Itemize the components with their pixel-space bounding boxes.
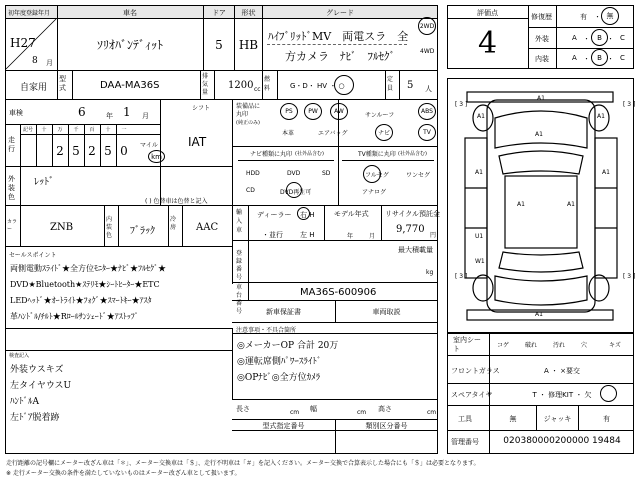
car-name: ｿﾘｵﾊﾞﾝﾃﾞｨｯﾄ [96, 38, 163, 52]
spare-tire-value: T ・ 修理KIT ・ 欠 [532, 391, 592, 399]
drive-2wd-circled: 2WD [418, 17, 436, 35]
management-number: 020380000200000 19484 [503, 436, 621, 446]
reg-era-year: H27 [10, 36, 36, 50]
reg-date-label: 初年度登録年月 [8, 10, 51, 17]
mileage-digit-header: 十 [41, 127, 47, 133]
exterior-color: ﾚｯﾄﾞ [34, 177, 54, 188]
exterior-sep: ・ [583, 35, 590, 43]
capacity-unit: 人 [425, 85, 432, 93]
type-approval-label: 型式指定番号 [262, 422, 305, 430]
max-load-label: 最大積載量 [398, 246, 433, 254]
tv-label: TV種類に丸印 [358, 151, 396, 158]
grade-label: グレード [326, 9, 354, 17]
notes-label: 注意事項・不具合箇所 [236, 327, 297, 334]
displacement-label: 排気量 [202, 73, 209, 96]
damage-mark: A1 [477, 113, 485, 120]
tools-value: 無 [509, 415, 517, 423]
fuel-hv-circle [334, 75, 354, 95]
tv-item: フルセグ [365, 172, 389, 179]
max-load-unit: kg [426, 269, 434, 276]
mileage-digit-header: 万 [57, 127, 63, 133]
recycle-label: リサイクル預託金 [385, 210, 441, 218]
length-unit: cm [290, 409, 300, 416]
left-hand: 左 H [300, 231, 315, 239]
trunk-panel [495, 276, 587, 305]
exterior-option: C [620, 34, 625, 42]
seat-item: キズ [609, 342, 621, 349]
tv-note: (社外品含む) [398, 151, 427, 157]
rear-glass [499, 252, 583, 272]
inspector-label: 検査記入 [9, 353, 30, 359]
reg-number-label: 登録番号 [236, 250, 243, 281]
evaluation-score: 4 [477, 26, 498, 61]
equipment-item-circled: ABS [418, 103, 436, 120]
sales-point-line: LEDﾍｯﾄﾞ★ｵｰﾄﾗｲﾄ★ﾌｫｸﾞ★ｽﾏｰﾄｷｰ★ｱｽﾀ [10, 296, 152, 305]
capacity-label: 定員 [387, 76, 394, 92]
mileage-digit-header: 千 [73, 127, 79, 133]
mileage-divider [36, 124, 37, 166]
interior_grade-option: C [620, 54, 625, 62]
chassis-label: 車台番号 [236, 284, 243, 315]
management-label: 管理番号 [451, 438, 479, 446]
evaluation-label: 評価点 [477, 9, 498, 17]
damage-mark: A1 [535, 131, 543, 138]
body-shape: HB [238, 38, 259, 52]
damage-mark: A1 [475, 169, 483, 176]
sales-point-line: 両側電動ｽﾗｲﾄﾞ★全方位ﾓﾆﾀｰ★ﾅﾋﾞ★ﾌﾙｾｸﾞ★ [10, 264, 166, 273]
mileage-digit: 5 [104, 144, 112, 158]
interior_grade-sep: ・ [607, 55, 614, 63]
damage-mark: A1 [602, 169, 610, 176]
damage-mark: A1 [597, 113, 605, 120]
equipment-item: エアバッグ [318, 130, 348, 137]
note-line: ◎運転席側ﾊﾟﾜｰｽﾗｲﾄﾞ [237, 357, 322, 367]
shift-value: IAT [188, 135, 207, 149]
equipment-item: 本革 [282, 130, 295, 137]
category-label: 類別区分番号 [365, 422, 408, 430]
equipment-item-circled: TV [418, 124, 436, 141]
model-label: 型式 [59, 75, 66, 92]
inspector-note-line: 左タイヤウスU [10, 381, 72, 391]
model-month-unit: 月 [369, 233, 376, 240]
shift-label: シフト [192, 105, 211, 112]
interior-seat-label: 室内シート [453, 336, 481, 353]
recycle-unit: 円 [430, 232, 437, 239]
ac-label: 冷房 [170, 216, 177, 231]
tv-item: ワンセグ [406, 172, 431, 179]
seat-item: 破れ [525, 342, 538, 349]
width-unit: cm [357, 409, 367, 416]
car-outline [447, 78, 634, 333]
seat-item: コゲ [497, 342, 510, 349]
equipment-item-circled: AW [330, 103, 348, 120]
color-code-label: カラー [7, 219, 18, 232]
parallel: ・並行 [262, 231, 283, 239]
new-car-warranty: 新車保証書 [266, 308, 301, 316]
reg-month: 8 [32, 56, 38, 66]
interior_grade-sep: ・ [583, 55, 590, 63]
left-side-panel [465, 138, 487, 278]
length-label: 長さ [236, 405, 250, 413]
exterior-option-selected: B [591, 29, 608, 46]
bracket-mark: [ 3 ] [455, 273, 468, 280]
note-line: ◎OPﾅﾋﾞ◎全方位ｶﾒﾗ [237, 373, 321, 383]
wheel [473, 275, 493, 301]
mileage-digit-header: 十 [105, 127, 111, 133]
mileage-digit: 2 [56, 144, 64, 158]
import-label: 輸入車 [236, 209, 243, 234]
exterior-option: A [572, 34, 577, 42]
jack-value: 有 [603, 415, 610, 423]
interior_grade-option: A [572, 54, 577, 62]
right-side-panel [595, 138, 617, 278]
drive-4wd: 4WD [420, 48, 435, 55]
bracket-mark: [ 3 ] [623, 101, 636, 108]
usage: 自家用 [20, 83, 48, 93]
inspection-month: 1 [123, 105, 131, 119]
damage-mark: U1 [475, 233, 484, 240]
repair-sep: ・ [594, 13, 601, 21]
inspector-note-line: 外装ウスキズ [10, 365, 64, 375]
repair-yes: 有 [580, 13, 587, 21]
color-label: 外装色 [8, 175, 15, 201]
footer-note-1: 走行距離の記号欄にメーター改ざん車は「＊」、メーター交換車は「＄」、走行不明車は「＃」を記入ください。メーター交換で合算表示した場合にも「＄」は必要となります。 [6, 460, 480, 467]
navi-label: ナビ種類に丸印 [250, 151, 293, 158]
width-label: 幅 [310, 405, 317, 413]
damage-mark: A1 [537, 95, 545, 102]
grade-line-2: 方カメラ ﾅﾋﾞ ﾌﾙｾｸﾞ [285, 50, 395, 63]
displacement: 1200 [228, 80, 254, 91]
height-unit: cm [427, 409, 437, 416]
damage-mark: A1 [567, 201, 575, 208]
capacity: 5 [407, 80, 414, 91]
right-hand: 右 H [300, 211, 315, 219]
damage-mark: W1 [475, 258, 485, 265]
sales-points-label: セールスポイント [9, 252, 57, 259]
km-unit-circled: km [148, 150, 165, 163]
front-glass-label: フロントガラス [451, 367, 500, 375]
equipment-item-circled: ナビ [375, 124, 393, 141]
reg-month-unit: 月 [46, 59, 53, 67]
mileage-digit-header: 一 [121, 127, 127, 133]
model-year-label: モデル年式 [334, 210, 369, 218]
equipment-label: 装備品に丸印 [236, 103, 261, 118]
navi-item: CD [246, 187, 255, 194]
inspection-year: 6 [78, 105, 86, 119]
sales-point-line: 革ﾊﾝﾄﾞﾙ/ﾁﾙﾄ★Rﾛｰﾙｻﾝｼｪｰﾄﾞ★ｱｽﾄｯﾌﾟ [10, 312, 139, 321]
interior_grade-option-selected: B [591, 49, 608, 66]
roof-panel [505, 176, 577, 248]
inspection-label: 車検 [9, 109, 23, 117]
fuel-label: 燃料 [264, 76, 271, 92]
equipment-note: (純正のみ) [236, 120, 260, 126]
equipment-item-circled: PW [304, 103, 322, 120]
dealer: ディーラー [257, 211, 292, 219]
damage-mark: A1 [535, 311, 543, 318]
spare-tire-missing-circle [600, 385, 617, 402]
mileage-label: 走行 [8, 136, 15, 153]
cc-unit: cc [254, 86, 261, 93]
shape-label: 形状 [241, 9, 256, 17]
front-glass-value: A ・ ×要交 [543, 367, 581, 375]
footer-note-2: ※ 走行メーター交換の条件を満たしていないものはメーター改ざん車として扱います。 [6, 470, 241, 477]
bracket-mark: [ 3 ] [455, 101, 468, 108]
vehicle-manual: 車両取説 [372, 308, 401, 316]
repair-label: 修復歴 [531, 13, 552, 21]
tv-item-circle [363, 165, 381, 183]
spare-tire-label: スペアタイヤ [451, 391, 493, 399]
seat-item: 汚れ [553, 342, 566, 349]
navi-item: DVD再生可 [280, 189, 312, 196]
mileage-digit: 2 [88, 144, 96, 158]
wheel [589, 275, 609, 301]
recycle-fee: 9,770 [396, 224, 425, 235]
tv-item: アナログ [362, 189, 387, 196]
seat-item: 穴 [581, 342, 588, 349]
interior-color-label: 内装色 [106, 216, 113, 239]
right-hand-circle [297, 207, 310, 220]
grade-line-1: ﾊｲﾌﾞﾘｯﾄﾞMV 両電スラ 全 [268, 30, 409, 43]
navi-item: DVD [287, 170, 301, 177]
mile-unit: マイル [140, 142, 158, 149]
navi-note: (社外品含む) [295, 151, 324, 157]
color-change-note: ( ) 色替車は色替と記入 [145, 198, 208, 205]
equipment-item-circled: PS [280, 103, 298, 120]
color-code: ZNB [50, 222, 74, 233]
exterior-label: 外装 [535, 35, 549, 43]
interior-color: ﾌﾞﾗｯｸ [130, 226, 155, 237]
mileage-digit-header: 記号 [22, 127, 33, 133]
navi-item-circle [286, 182, 302, 198]
ac-type: AAC [196, 222, 219, 233]
fuel-options: G・D・ HV ・ ○ [290, 82, 345, 90]
repair-no-circled: 無 [601, 7, 619, 25]
equipment-item: サンルーフ [365, 112, 395, 119]
exterior-sep: ・ [607, 35, 614, 43]
door-label: ドア [212, 9, 226, 17]
mileage-digit-header: 百 [89, 127, 95, 133]
model-year-unit: 年 [347, 233, 354, 240]
inspector-note-line: ﾊﾝﾄﾞﾙA [10, 397, 39, 407]
chassis-number: MA36S-600906 [300, 287, 377, 298]
bracket-mark: [ 3 ] [623, 273, 636, 280]
note-line: ◎メーカーOP 合計 20万 [237, 341, 339, 351]
tools-label: 工具 [458, 415, 472, 423]
damage-mark: A1 [517, 201, 525, 208]
inspector-note-line: 左ﾄﾞｱ脱着跡 [10, 413, 60, 423]
interior-label: 内装 [535, 55, 549, 63]
jack-label: ジャッキ [543, 415, 572, 423]
model-code: DAA-MA36S [100, 80, 160, 91]
sales-point-line: DVD★Bluetooth★ｽﾃﾘﾓ★ｼｰﾄﾋｰﾀｰ★ETC [10, 280, 160, 289]
inspection-month-unit: 月 [142, 112, 149, 120]
car-name-label: 車名 [123, 9, 137, 17]
hood-panel [495, 111, 587, 148]
navi-item: HDD [246, 170, 260, 177]
inspection-year-unit: 年 [106, 112, 113, 120]
windshield [499, 151, 583, 174]
mileage-digit: 5 [72, 144, 80, 158]
navi-item: SD [322, 170, 331, 177]
height-label: 高さ [378, 405, 392, 413]
mileage-digit: 0 [120, 144, 128, 158]
door-count: 5 [215, 38, 223, 52]
